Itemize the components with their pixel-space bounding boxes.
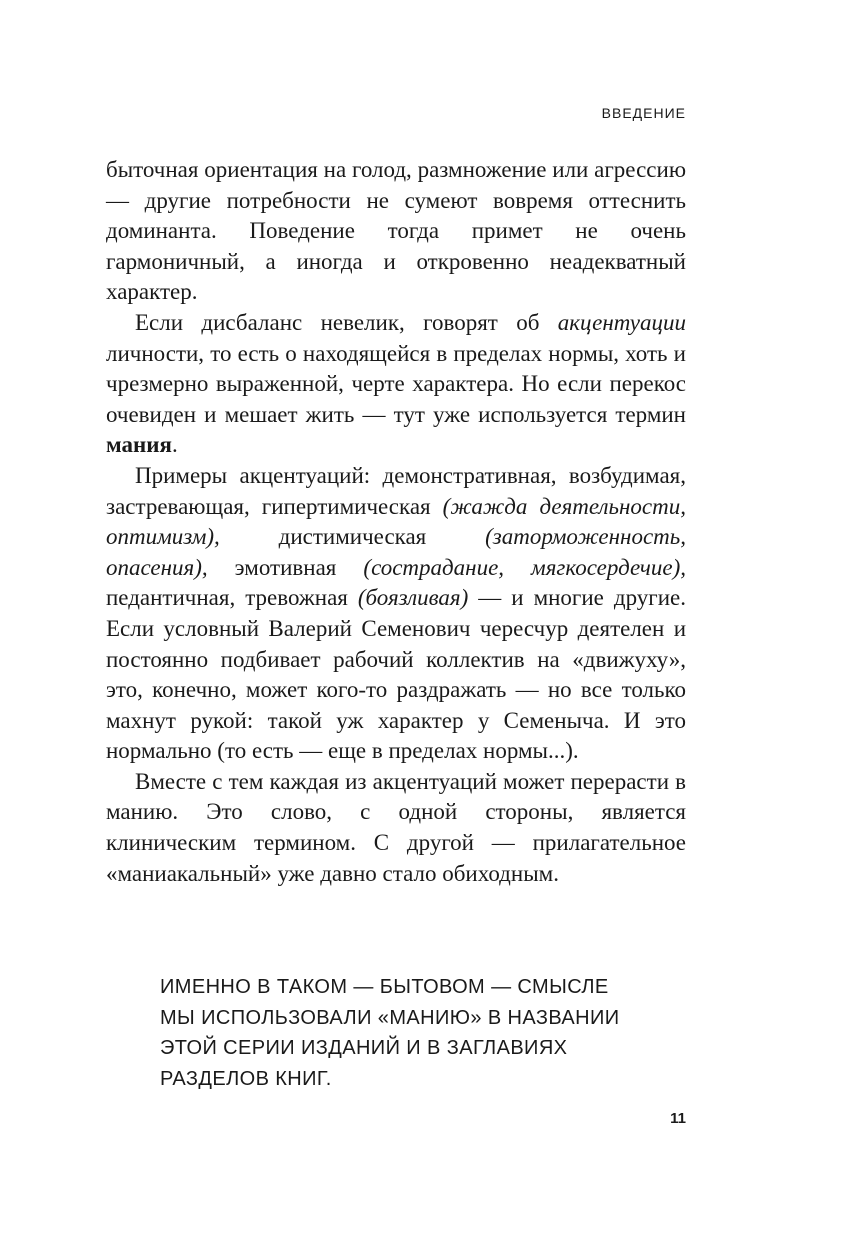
paragraph-3-italic: (заторможенность, опасения), bbox=[106, 524, 686, 580]
paragraph-2-italic-term: акцентуации bbox=[557, 309, 686, 335]
paragraph-3-text: дистимическая bbox=[219, 524, 486, 550]
running-head: ВВЕДЕНИЕ bbox=[601, 105, 686, 121]
pull-quote-line: РАЗДЕЛОВ КНИГ. bbox=[160, 1067, 332, 1090]
paragraph-1: быточная ориентация на голод, размножение или агрессию — другие потребности не сумеют вовремя оттеснить доминанта. Поведение тогда примет не очень гармоничный, а иногда и откровенно неадекватный характер. bbox=[106, 157, 686, 305]
paragraph-3-text: педантичная, тревожная bbox=[106, 585, 358, 611]
paragraph-2-text: . bbox=[171, 432, 178, 458]
pull-quote-line: ИМЕННО В ТАКОМ — БЫТОВОМ — СМЫСЛЕ bbox=[160, 976, 609, 998]
pull-quote-line: МЫ ИСПОЛЬЗОВАЛИ «МАНИЮ» В НАЗВАНИИ bbox=[160, 1006, 620, 1029]
pull-quote bbox=[160, 972, 660, 1094]
paragraph-4: Вместе с тем каждая из акцентуаций может перерасти в манию. Это слово, с одной стороны, является клиническим термином. С другой — прилагательное «маниакальный» уже давно стало обиходным. bbox=[106, 768, 686, 886]
page-number: 11 bbox=[670, 1110, 686, 1127]
paragraph-3-italic: (жажда деятельности, оптимизм), bbox=[106, 493, 686, 550]
paragraph-2-text: Если дисбаланс невелик, говорят об bbox=[135, 309, 558, 335]
paragraph-3-italic: (боязливая) bbox=[357, 585, 469, 611]
paragraph-3-text: эмотивная bbox=[207, 554, 364, 580]
paragraph-2 bbox=[106, 308, 686, 461]
pull-quote-line: ЭТОЙ СЕРИИ ИЗДАНИЙ И В ЗАГЛАВИЯХ bbox=[160, 1037, 568, 1059]
paragraph-3-italic: (сострадание, мягкосердечие), bbox=[363, 554, 686, 580]
paragraph-3-text: — и многие другие. Если условный Валерий Семенович чересчур деятелен и постоянно подбивает рабочий коллектив на «движуху», это, конечно, может кого-то раздражать — но все только махнут рукой: такой уж характер у Семеныча. И это нормально (то есть — еще в пределах нормы...). bbox=[106, 585, 686, 764]
paragraph-3-text: Примеры акцентуаций: демонстративная, возбудимая, застревающая, гипертимическая bbox=[106, 462, 686, 519]
paragraph-2-bold-term: мания bbox=[106, 432, 172, 458]
body-text bbox=[106, 155, 686, 889]
paragraph-3 bbox=[106, 461, 686, 767]
paragraph-2-text: личности, то есть о находящейся в пределах нормы, хоть и чрезмерно выраженной, черте характера. Но если перекос очевиден и мешает жить — тут уже используется термин bbox=[106, 340, 686, 427]
